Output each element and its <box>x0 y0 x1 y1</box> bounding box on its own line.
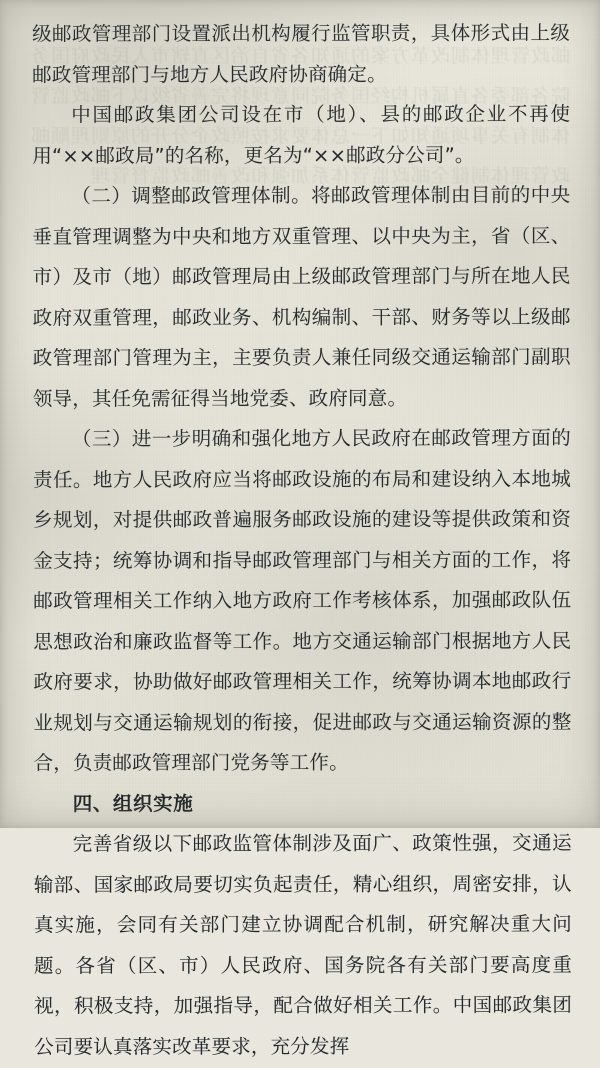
bleed-through-text: 邮政管理体制改革方案的通知各省自治区直辖市人民政府国务院各部委各直属机构经国务院同意现将完善省级以下邮政监管体制有关事项通知如下一总体要求按照政企分开的原则理顺邮政管理体制健全邮政监管体系加强和改善邮政监督管理 <box>29 45 570 187</box>
paragraph-implementation: 完善省级以下邮政监管体制涉及面广、政策性强，交通运输部、国家邮政局要切实负起责任，精心组织，周密安排，认真实施，会同有关部门建立协调配合机制，研究解决重大问题。各省（区、市）人民政府、国务院各有关部门要高度重视，积极支持，加强指导，配合做好相关工作。中国邮政集团公司要认真落实改革要求，充分发挥 <box>33 831 573 1059</box>
paragraph-item-two: （二）调整邮政管理体制。将邮政管理体制由目前的中央垂直管理调整为中央和地方双重管理、以中央为主，省（区、市）及市（地）邮政管理局由上级邮政管理部门与所在地人民政府双重管理，邮政业务、机构编制、干部、财务等以上级邮政管理部门管理为主，主要负责人兼任同级交通运输部门副职领导，其任免需征得当地党委、政府同意。 <box>32 183 571 411</box>
paragraph-china-post-group: 中国邮政集团公司设在市（地）、县的邮政企业不再使用“××邮政局”的名称，更名为“××邮政分公司”。 <box>32 102 571 168</box>
paragraph-continued: 级邮政管理部门设置派出机构履行监管职责，具体形式由上级邮政管理部门与地方人民政府协商确定。 <box>32 21 571 87</box>
section-heading-four: 四、组织实施 <box>72 791 194 815</box>
paragraph-item-three: （三）进一步明确和强化地方人民政府在邮政管理方面的责任。地方人民政府应当将邮政设施的布局和建设纳入本地城乡规划，对提供邮政普遍服务邮政设施的建设等提供政策和资金支持；统筹协调和指导邮政管理部门与相关方面的工作，将邮政管理相关工作纳入地方政府工作考核体系，加强邮政队伍思想政治和廉政监督等工作。地方交通运输部门根据地方人民政府要求，协助做好邮政管理相关工作，统筹协调本地邮政行业规划与交通运输规划的衔接，促进邮政与交通运输资源的整合，负责邮政管理部门党务等工作。 <box>32 426 572 775</box>
